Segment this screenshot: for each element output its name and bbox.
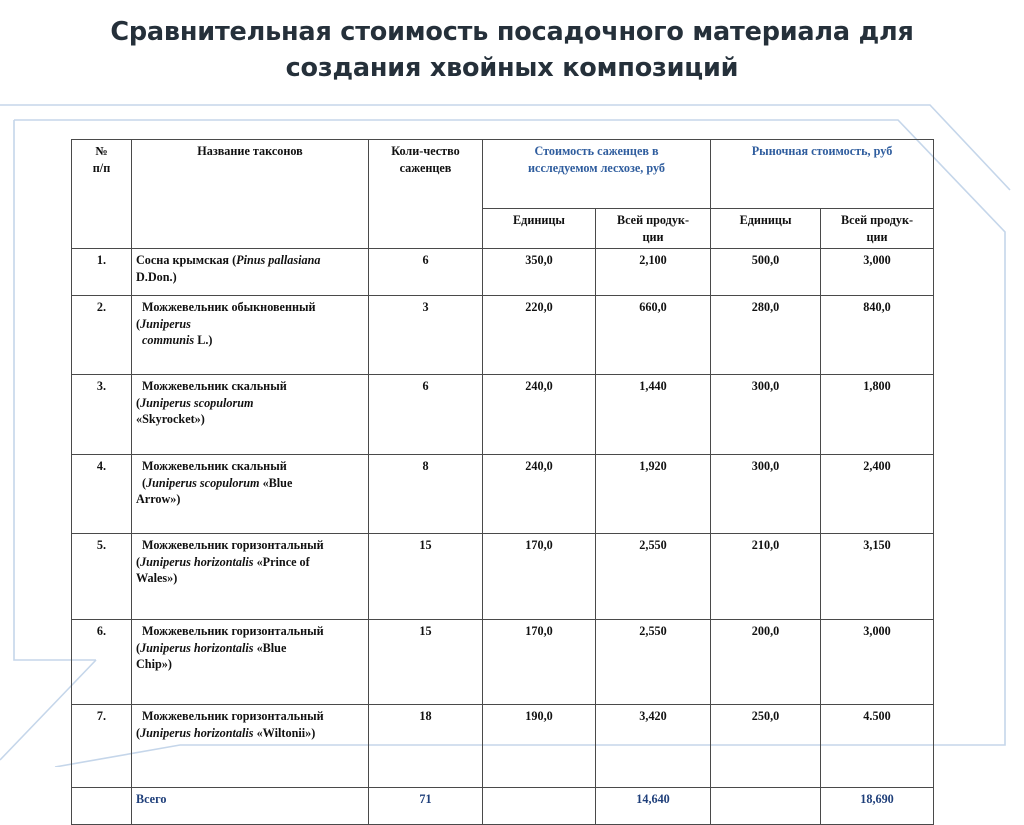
taxon-paren-open: (	[136, 316, 141, 331]
taxon-cultivar: Chip»)	[136, 657, 172, 671]
taxon-cultivar: «Skyrocket»)	[136, 412, 205, 426]
taxon-paren-open: (	[136, 395, 141, 410]
taxon-common: Можжевельник горизонтальный	[142, 538, 324, 552]
row-market-unit-price: 280,0	[711, 296, 821, 375]
row-quantity: 8	[369, 455, 483, 534]
row-local-total-price: 1,440	[596, 375, 711, 455]
table-row	[72, 620, 934, 705]
row-number: 6.	[72, 620, 132, 705]
taxon-author: D.Don.)	[136, 269, 177, 284]
row-market-unit-price: 300,0	[711, 375, 821, 455]
row-taxon-name	[132, 705, 369, 788]
taxon-paren-open: (	[136, 725, 141, 740]
row-market-total-price: 3,150	[821, 534, 934, 620]
row-market-total-price: 3,000	[821, 249, 934, 296]
table-header	[72, 140, 934, 249]
table-row	[72, 249, 934, 296]
taxon-cultivar-part: «Blue	[259, 475, 293, 490]
taxon-common: Можжевельник обыкновенный	[142, 300, 316, 314]
row-number: 5.	[72, 534, 132, 620]
page-title	[0, 14, 1024, 86]
taxon-cultivar-part: «Blue	[253, 640, 287, 655]
header-number-line-1: №	[95, 144, 108, 158]
row-number: 7.	[72, 705, 132, 788]
row-market-total-price: 2,400	[821, 455, 934, 534]
header-quantity-line-2: саженцев	[399, 160, 452, 175]
row-local-total-price: 2,100	[596, 249, 711, 296]
row-quantity: 6	[369, 249, 483, 296]
row-taxon-name	[132, 620, 369, 705]
taxon-scientific: Juniperus scopulorum	[146, 475, 260, 490]
taxon-scientific: Juniperus scopulorum	[140, 395, 254, 410]
row-local-total-price: 660,0	[596, 296, 711, 375]
row-quantity: 6	[369, 375, 483, 455]
row-local-unit-price: 350,0	[483, 249, 596, 296]
row-local-unit-price: 240,0	[483, 375, 596, 455]
table-header-row-1	[72, 140, 934, 209]
taxon-common: Можжевельник скальный	[142, 379, 287, 393]
taxon-cultivar: Wales»)	[136, 571, 178, 585]
taxon-genus: Juniperus	[140, 316, 191, 331]
header-local-units: Единицы	[483, 209, 596, 249]
header-market-total-line-2: ции	[866, 229, 888, 244]
table-body	[72, 249, 934, 825]
cost-table-container	[71, 139, 933, 825]
total-label: Всего	[132, 788, 369, 825]
taxon-common: Можжевельник скальный	[142, 459, 287, 473]
row-local-total-price: 2,550	[596, 534, 711, 620]
page-title-line-1: Сравнительная стоимость посадочного материала для	[110, 17, 914, 47]
table-row	[72, 705, 934, 788]
row-local-total-price: 2,550	[596, 620, 711, 705]
row-quantity: 3	[369, 296, 483, 375]
table-row	[72, 296, 934, 375]
total-local-total: 14,640	[596, 788, 711, 825]
row-market-unit-price: 300,0	[711, 455, 821, 534]
taxon-scientific: Juniperus horizontalis	[140, 554, 254, 569]
header-taxon-name: Название таксонов	[132, 140, 369, 249]
row-taxon-name	[132, 455, 369, 534]
total-number-cell	[72, 788, 132, 825]
header-market-total-line-1: Всей продук-	[840, 213, 914, 227]
row-number: 3.	[72, 375, 132, 455]
taxon-cultivar: Arrow»)	[136, 492, 181, 506]
taxon-scientific: Pinus pallasiana	[236, 253, 321, 267]
taxon-paren-open: (	[136, 554, 141, 569]
row-market-unit-price: 250,0	[711, 705, 821, 788]
row-local-unit-price: 170,0	[483, 620, 596, 705]
row-market-total-price: 3,000	[821, 620, 934, 705]
taxon-paren-open: (	[136, 640, 141, 655]
row-market-total-price: 4.500	[821, 705, 934, 788]
row-market-total-price: 840,0	[821, 296, 934, 375]
header-local-total	[596, 209, 711, 249]
table-row	[72, 534, 934, 620]
row-taxon-name	[132, 249, 369, 296]
row-local-unit-price: 240,0	[483, 455, 596, 534]
row-market-unit-price: 200,0	[711, 620, 821, 705]
page-title-line-2: создания хвойных композиций	[285, 53, 739, 83]
header-local-total-line-2: ции	[642, 229, 664, 244]
row-quantity: 15	[369, 534, 483, 620]
header-group-local-line-1: Стоимость саженцев в	[534, 144, 659, 158]
row-market-unit-price: 500,0	[711, 249, 821, 296]
row-quantity: 15	[369, 620, 483, 705]
comparative-cost-table	[71, 139, 934, 825]
header-market-total	[821, 209, 934, 249]
row-local-total-price: 1,920	[596, 455, 711, 534]
header-quantity	[369, 140, 483, 249]
row-number: 2.	[72, 296, 132, 375]
taxon-scientific: Juniperus horizontalis	[140, 725, 254, 740]
row-local-unit-price: 220,0	[483, 296, 596, 375]
row-taxon-name	[132, 296, 369, 375]
taxon-species: communis	[142, 333, 195, 347]
total-local-unit	[483, 788, 596, 825]
row-market-unit-price: 210,0	[711, 534, 821, 620]
row-taxon-name	[132, 375, 369, 455]
taxon-common: Можжевельник горизонтальный	[142, 709, 324, 723]
header-market-units: Единицы	[711, 209, 821, 249]
taxon-cultivar-part: «Prince of	[253, 554, 310, 569]
total-market-unit	[711, 788, 821, 825]
taxon-common: Сосна крымская (	[136, 253, 237, 267]
total-market-total: 18,690	[821, 788, 934, 825]
header-group-market-cost: Рыночная стоимость, руб	[711, 140, 934, 209]
row-local-unit-price: 170,0	[483, 534, 596, 620]
table-total-row	[72, 788, 934, 825]
header-group-local-cost	[483, 140, 711, 209]
header-group-local-line-2: исследуемом лесхозе, руб	[528, 160, 665, 175]
row-local-total-price: 3,420	[596, 705, 711, 788]
total-quantity: 71	[369, 788, 483, 825]
table-row	[72, 375, 934, 455]
row-market-total-price: 1,800	[821, 375, 934, 455]
taxon-paren-open: (	[142, 475, 147, 490]
taxon-common: Можжевельник горизонтальный	[142, 624, 324, 638]
header-quantity-line-1: Коли-чество	[391, 144, 460, 158]
row-number: 1.	[72, 249, 132, 296]
row-local-unit-price: 190,0	[483, 705, 596, 788]
header-number-line-2: п/п	[92, 160, 111, 175]
header-number	[72, 140, 132, 249]
row-taxon-name	[132, 534, 369, 620]
header-local-total-line-1: Всей продук-	[616, 213, 690, 227]
table-row	[72, 455, 934, 534]
taxon-author: L.)	[194, 333, 213, 347]
row-quantity: 18	[369, 705, 483, 788]
taxon-scientific: Juniperus horizontalis	[140, 640, 254, 655]
row-number: 4.	[72, 455, 132, 534]
taxon-cultivar-part: «Wiltonii»)	[253, 725, 316, 740]
